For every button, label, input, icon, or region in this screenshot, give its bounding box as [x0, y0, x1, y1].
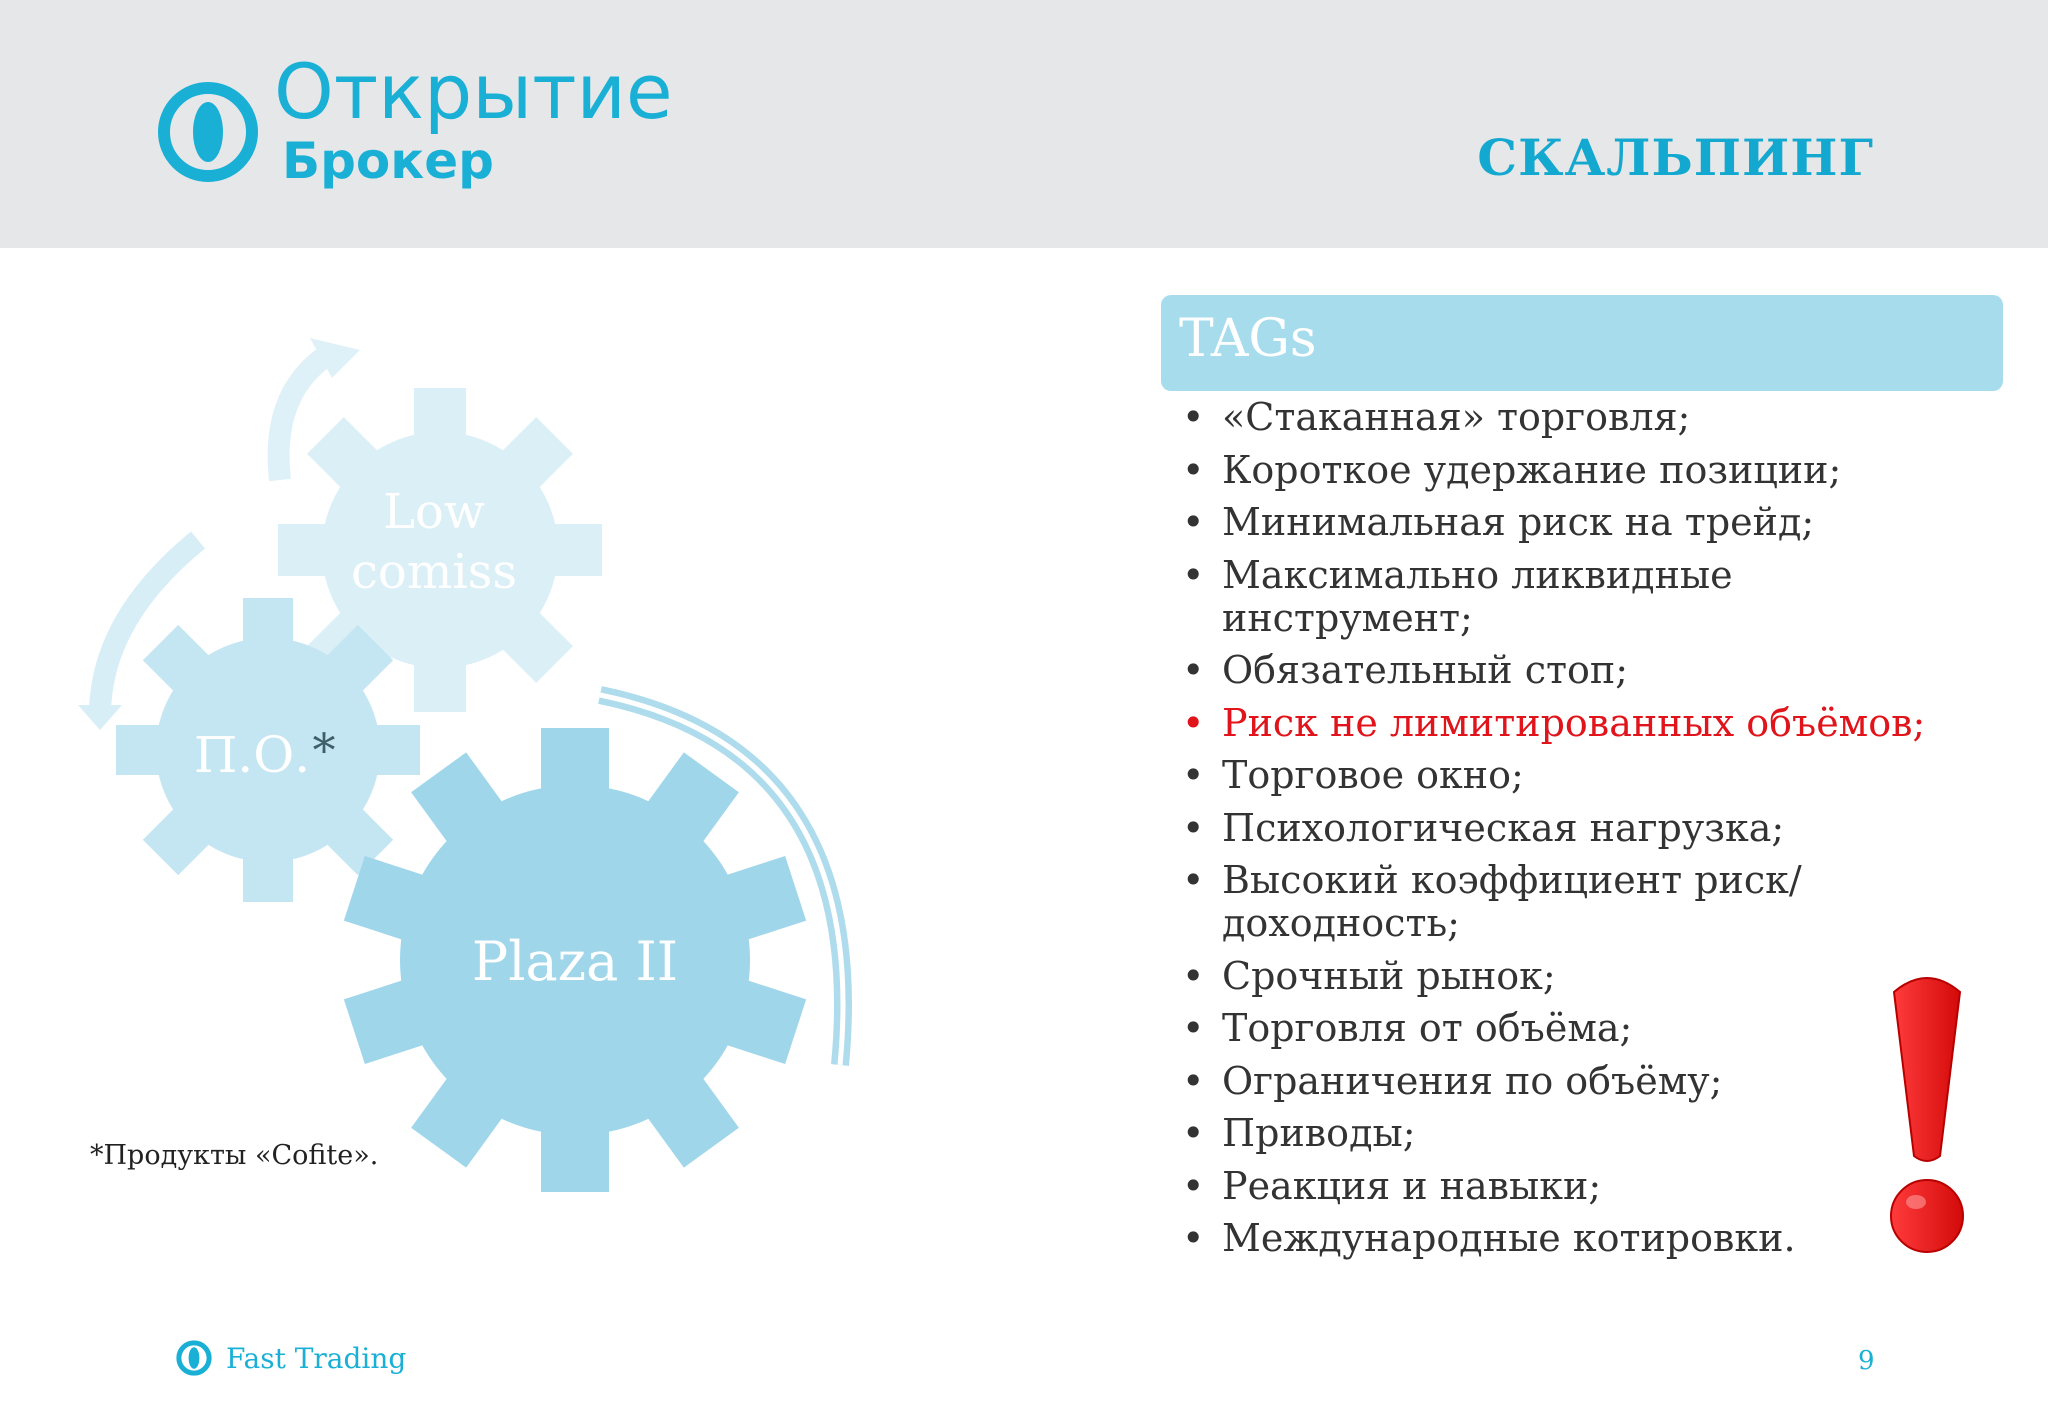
tag-item: • Торговое окно;	[1180, 754, 1940, 797]
tag-list	[1180, 396, 1940, 1270]
gear-left-label: П.О.	[193, 726, 311, 784]
tag-item-highlighted: • Риск не лимитированных объёмов;	[1180, 702, 1940, 745]
otkritie-logo-icon	[158, 82, 258, 182]
gears-diagram	[70, 320, 930, 1220]
tag-item: • «Стаканная» торговля;	[1180, 396, 1940, 439]
footer-brand-text: Fast Trading	[226, 1342, 407, 1375]
gear-left-mark: *	[312, 723, 336, 777]
page-number: 9	[1858, 1346, 1875, 1376]
tag-item: • Максимально ликвидные инструмент;	[1180, 554, 1940, 640]
gear-po	[116, 598, 420, 902]
tag-item: • Торговля от объёма;	[1180, 1007, 1940, 1050]
tag-item: • Ограничения по объёму;	[1180, 1060, 1940, 1103]
tags-heading: TAGs	[1179, 309, 1317, 369]
tag-item: • Короткое удержание позиции;	[1180, 449, 1940, 492]
tag-item: • Реакция и навыки;	[1180, 1165, 1940, 1208]
tag-item: • Обязательный стоп;	[1180, 649, 1940, 692]
gear-top-line1: Low	[383, 484, 485, 540]
tag-item: • Приводы;	[1180, 1112, 1940, 1155]
header-bar	[0, 0, 2048, 248]
company-logo	[158, 47, 678, 198]
gear-top-line2: comiss	[351, 544, 517, 600]
otkritie-logo-icon	[176, 1340, 212, 1376]
tag-item: • Минимальная риск на трейд;	[1180, 501, 1940, 544]
tag-item: • Срочный рынок;	[1180, 955, 1940, 998]
tag-item: • Психологическая нагрузка;	[1180, 807, 1940, 850]
gear-plaza	[344, 728, 806, 1192]
tags-heading-box	[1161, 295, 2003, 391]
gear-big-label: Plaza II	[471, 930, 679, 993]
slide-title: СКАЛЬПИНГ	[1477, 128, 1874, 187]
logo-name: Открытие	[274, 47, 673, 136]
tag-item: • Международные котировки.	[1180, 1217, 1940, 1260]
exclamation-icon	[1882, 970, 1972, 1260]
tag-item: • Высокий коэффициент риск/доходность;	[1180, 859, 1940, 945]
footnote: *Продукты «Cofite».	[90, 1140, 379, 1171]
logo-subtitle: Брокер	[282, 132, 494, 190]
cycle-arrow-left-head	[78, 705, 122, 730]
